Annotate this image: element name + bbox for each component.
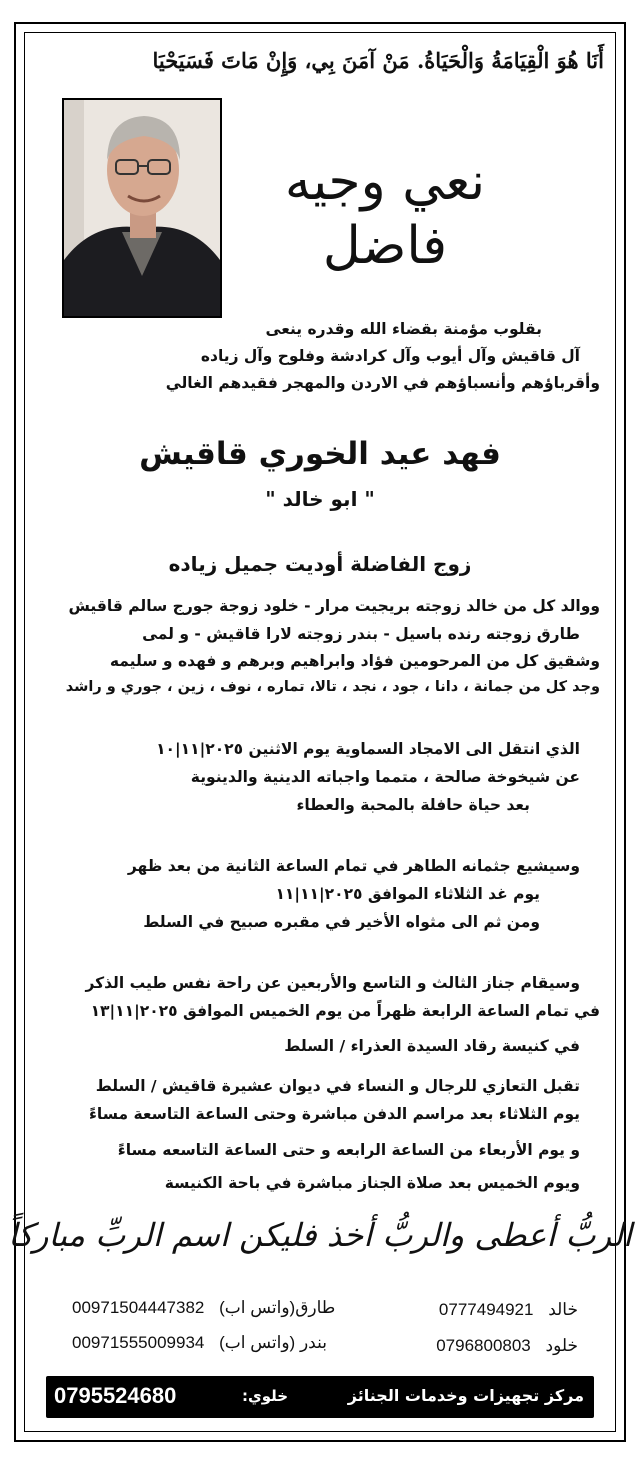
title-line-1: نعي وجيه <box>284 152 486 212</box>
funeral-services-name: مركز تجهيزات وخدمات الجنائز <box>347 1386 584 1405</box>
passing-line: الذي انتقل الى الامجاد السماوية يوم الاثنين ٢٠٢٥|١١|١٠ <box>156 740 580 758</box>
intro-line: آل قاقيش وآل أيوب وآل كرادشة وفلوح وآل زياده <box>200 347 580 365</box>
footer-phone[interactable]: 0795524680 <box>54 1383 177 1408</box>
funeral-line: وسيشيع جثمانه الطاهر في تمام الساعة الثانية من بعد ظهر <box>127 857 580 875</box>
memorial-line: في تمام الساعة الرابعة ظهراً من يوم الخميس الموافق ٢٠٢٥|١١|١٣ <box>90 1002 600 1020</box>
family-line: وشقيق كل من المرحومين فؤاد وابراهيم وبرهم و فهده و سليمه <box>109 652 600 670</box>
condolence-line: يوم الثلاثاء بعد مراسم الدفن مباشرة وحتى الساعة التاسعة مساءً <box>88 1105 580 1123</box>
footer-phone-label: خلوي: <box>242 1387 289 1405</box>
spouse-line: زوج الفاضلة أوديت جميل زياده <box>168 552 472 576</box>
contact-khaled <box>439 1300 578 1320</box>
closing-verse: الربُّ أعطى والربُّ أخذ فليكن اسم الربِّ مباركاً <box>8 1216 632 1254</box>
family-line: ووالد كل من خالد زوجته بريجيت مرار - خلود زوجة جورج سالم قاقيش <box>68 597 600 615</box>
condolence-line: و يوم الأربعاء من الساعة الرابعه و حتى الساعة التاسعه مساءً <box>117 1141 580 1159</box>
contact-number[interactable]: 00971504447382 <box>72 1298 205 1317</box>
deceased-nickname: " ابو خالد " <box>265 487 375 511</box>
deceased-photo <box>62 98 222 318</box>
memorial-line: وسيقام جناز الثالث و التاسع والأربعين عن راحة نفس طيب الذكر <box>85 974 580 992</box>
intro-line: وأقرباؤهم وأنسباؤهم في الاردن والمهجر فقيدهم الغالي <box>165 374 600 392</box>
contact-number[interactable]: 0796800803 <box>436 1336 531 1355</box>
condolence-line: تقبل التعازي للرجال و النساء في ديوان عشيرة قاقيش / السلط <box>95 1077 580 1095</box>
passing-line: بعد حياة حافلة بالمحبة والعطاء <box>296 796 530 814</box>
passing-line: عن شيخوخة صالحة ، متمما واجباته الدينية والدينوية <box>190 768 580 786</box>
intro-line: بقلوب مؤمنة بقضاء الله وقدره ينعى <box>265 320 542 338</box>
family-line: طارق زوجته رنده باسيل - بندر زوجته لارا قاقيش - و لمى <box>142 625 580 643</box>
funeral-line: ومن ثم الى مثواه الأخير في مقبره صبيح في السلط <box>143 913 540 931</box>
contact-kholoud <box>436 1336 578 1356</box>
contact-bandar <box>72 1333 327 1353</box>
family-line: وجد كل من جمانة ، دانا ، جود ، نجد ، تالا، تماره ، نوف ، زين ، جوري و راشد <box>65 679 600 695</box>
deceased-name: فهد عيد الخوري قاقيش <box>139 436 501 472</box>
contact-name: خالد <box>548 1300 578 1319</box>
contact-name: بندر (واتس اب) <box>219 1333 327 1352</box>
contact-number[interactable]: 00971555009934 <box>72 1333 205 1352</box>
condolence-line: ويوم الخميس بعد صلاة الجناز مباشرة في باحة الكنيسة <box>164 1174 580 1192</box>
contact-name: خلود <box>545 1336 578 1355</box>
memorial-line: في كنيسة رقاد السيدة العذراء / السلط <box>284 1037 580 1055</box>
contact-tareq <box>72 1298 335 1318</box>
funeral-line: يوم غد الثلاثاء الموافق ٢٠٢٥|١١|١١ <box>275 885 540 903</box>
bible-verse: أَنَا هُوَ الْقِيَامَةُ وَالْحَيَاةُ. مَنْ آمَنَ بِي، وَإِنْ مَاتَ فَسَيَحْيَا <box>152 48 604 73</box>
title-line-2: فاضل <box>322 216 448 276</box>
contact-number[interactable]: 0777494921 <box>438 1300 534 1319</box>
contact-name: طارق(واتس اب) <box>219 1298 336 1317</box>
footer-bar <box>46 1376 594 1418</box>
